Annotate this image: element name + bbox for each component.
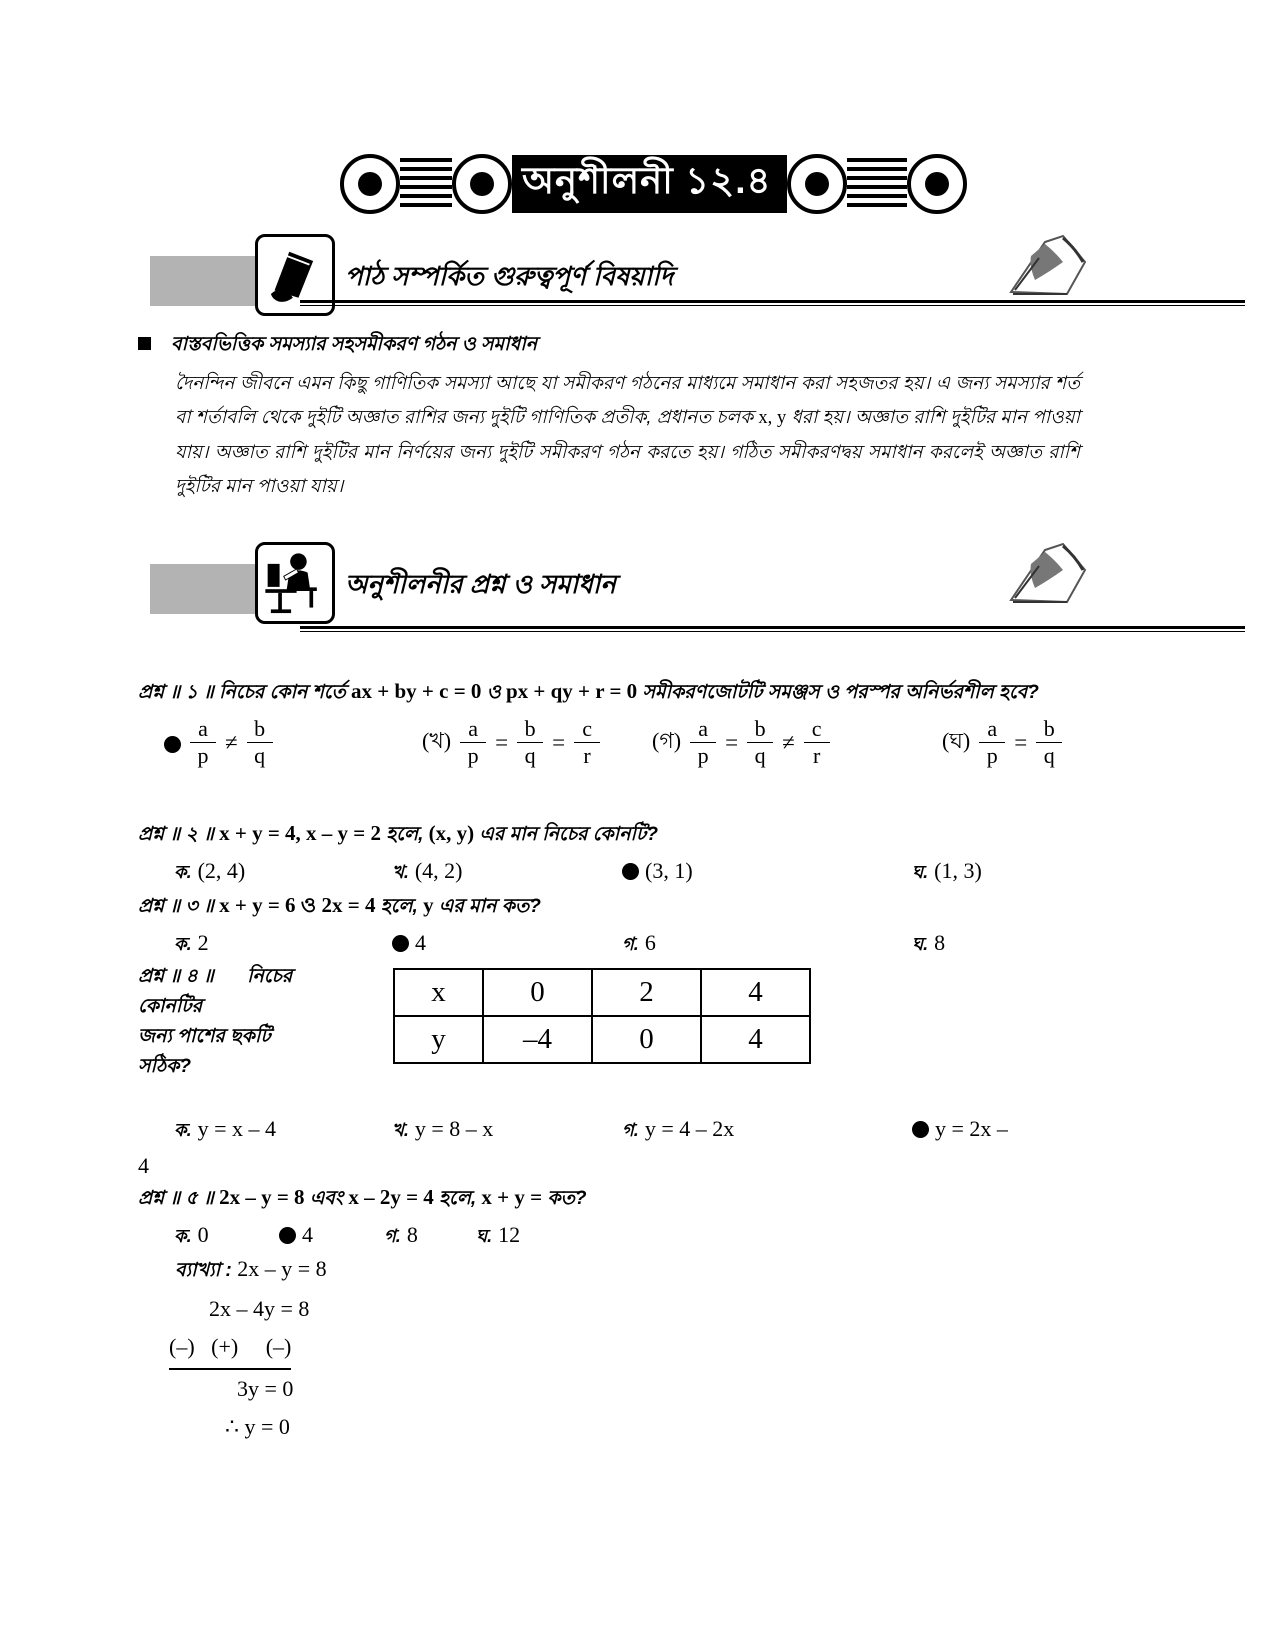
option-label: খ.: [392, 862, 409, 882]
explanation-equation-2: 2x – 4y = 8: [209, 1296, 310, 1321]
decorative-circle-icon: [787, 154, 847, 214]
square-bullet-icon: [138, 337, 151, 350]
question-1-tag: প্রশ্ন ॥ ১ ॥: [138, 682, 214, 703]
table-cell: 2: [592, 969, 701, 1016]
frac-operator: =: [725, 729, 739, 755]
option-3-a[interactable]: [174, 930, 392, 961]
frac-num: b: [754, 716, 766, 741]
option-label: (খ): [422, 728, 452, 753]
option-value: 6: [644, 930, 656, 955]
option-value-wrap: 4: [138, 1153, 149, 1178]
frac-operator: =: [552, 729, 566, 755]
option-1-a[interactable]: [164, 718, 422, 767]
option-value: (2, 4): [197, 858, 246, 883]
frac-num: b: [524, 716, 536, 741]
frac-den: p: [197, 743, 209, 768]
option-1-d[interactable]: [942, 718, 1062, 767]
question-1-options: [164, 718, 1088, 767]
option-label: ক.: [174, 1226, 192, 1246]
question-2-options: [174, 858, 1088, 889]
question-3: [138, 890, 1088, 961]
question-2-text: [138, 818, 1088, 850]
question-1-equation-a: ax + by + c = 0: [351, 679, 482, 703]
decorative-stripes-right: [847, 158, 907, 210]
question-3-variable: y: [423, 893, 434, 917]
option-value: y = 8 – x: [414, 1116, 494, 1141]
paragraph-sentence-3: ধরা হয়। অজ্ঞাত রাশি দুইটির মান পাওয়া যায়। অজ্ঞাত রাশি দুইটির মান নির্ণয়ের জন্য দুইটি সমীকরণ গঠন করতে হয়। গঠিত সমীকরণদ্বয় সমাধান করলেই অজ্ঞাত রাশি দুইটির মান পাওয়া যায়।: [175, 406, 1081, 496]
decorative-circle-icon: [907, 154, 967, 214]
question-2-part-a: হলে,: [381, 824, 429, 845]
question-5-expression: x + y =: [481, 1185, 543, 1209]
option-3-d[interactable]: [912, 930, 945, 961]
frac-operator: =: [1014, 729, 1028, 755]
frac-operator: =: [495, 729, 509, 755]
topic-paragraph: [175, 366, 1080, 503]
question-1-text: [138, 676, 1088, 708]
question-3-equation: x + y = 6 ও 2x = 4: [219, 893, 376, 917]
question-4-line-4: সঠিক?: [138, 1056, 192, 1077]
coordinate-table: [393, 968, 811, 1064]
option-2-b[interactable]: [392, 858, 622, 889]
option-value: y = x – 4: [197, 1116, 277, 1141]
question-5-options: [174, 1222, 1088, 1253]
option-4-d-wrap: [138, 1153, 1088, 1179]
frac-num: a: [698, 716, 708, 741]
frac-num: c: [582, 716, 592, 741]
frac-den: r: [583, 743, 591, 768]
frac-num: a: [198, 716, 208, 741]
option-5-a[interactable]: [174, 1222, 279, 1253]
option-label: (ঘ): [942, 728, 971, 753]
selected-answer-marker: [392, 935, 409, 952]
question-3-text: [138, 890, 1088, 922]
frac-den: p: [986, 743, 998, 768]
frac-den: q: [254, 743, 266, 768]
question-3-options: [174, 930, 1088, 961]
topic-bullet-text: বাস্তবভিত্তিক সমস্যার সহসমীকরণ গঠন ও সমাধান: [171, 334, 538, 355]
question-4-line-2: কোনটির: [138, 996, 203, 1017]
option-4-b[interactable]: [392, 1116, 622, 1147]
question-2: [138, 818, 1088, 889]
option-value: y = 2x –: [935, 1116, 1008, 1141]
question-4-line-3: জন্য পাশের ছকটি: [138, 1026, 271, 1047]
question-2-pair: (x, y): [428, 821, 475, 845]
option-value: 4: [302, 1222, 313, 1247]
selected-answer-marker: [279, 1227, 296, 1244]
option-1-c[interactable]: [652, 718, 942, 767]
question-2-tag: প্রশ্ন ॥ ২ ॥: [138, 824, 214, 845]
frac-operator: ≠: [225, 729, 238, 755]
option-label: ঘ.: [476, 1226, 493, 1246]
option-5-d[interactable]: [476, 1222, 520, 1253]
writing-hand-icon: [1005, 232, 1095, 300]
question-5-part-b: হলে,: [433, 1188, 482, 1209]
option-2-a[interactable]: [174, 858, 392, 889]
question-5-text: [138, 1182, 1088, 1214]
option-value: y = 4 – 2x: [644, 1116, 735, 1141]
explanation-equation-3: 3y = 0: [237, 1376, 294, 1401]
question-1-part-a: নিচের কোন শর্তে: [219, 682, 352, 703]
question-2-part-b: এর মান নিচের কোনটি?: [474, 824, 658, 845]
option-value: 0: [197, 1222, 209, 1247]
option-value: (3, 1): [645, 858, 693, 883]
section-header-questions: [150, 556, 1095, 618]
question-4-tag: প্রশ্ন ॥ ৪ ॥: [138, 966, 214, 987]
option-4-d[interactable]: [912, 1116, 1008, 1147]
frac-den: p: [697, 743, 709, 768]
frac-num: a: [987, 716, 998, 741]
option-2-d[interactable]: [912, 858, 982, 889]
explanation-result: ∴ y = 0: [225, 1414, 290, 1439]
table-cell: 4: [701, 969, 810, 1016]
selected-answer-marker: [622, 863, 639, 880]
question-4-options: [174, 1116, 1088, 1147]
table-cell: x: [394, 969, 483, 1016]
frac-num: a: [468, 716, 478, 741]
option-label: ঘ.: [912, 934, 929, 954]
frac-den: r: [813, 743, 821, 768]
table-row-y: [394, 1016, 810, 1063]
option-3-c[interactable]: [622, 930, 912, 961]
question-4: [138, 962, 398, 1082]
table-cell: 4: [701, 1016, 810, 1063]
frac-num: b: [1043, 716, 1055, 741]
topic-bullet-row: [138, 330, 1088, 362]
option-label: ক.: [174, 862, 192, 882]
explanation-block: [169, 1250, 327, 1446]
frac-den: q: [754, 743, 766, 768]
question-4-options-block: [138, 1110, 1088, 1179]
question-4-text: [138, 962, 398, 1082]
decorative-circle-icon: [340, 154, 400, 214]
option-5-b[interactable]: [279, 1222, 384, 1253]
option-value: 12: [498, 1222, 521, 1247]
option-1-b[interactable]: [422, 718, 652, 767]
option-label: ক.: [174, 934, 192, 954]
question-3-tag: প্রশ্ন ॥ ৩ ॥: [138, 896, 214, 917]
question-3-part-b: এর মান কত?: [433, 896, 541, 917]
section-title: অনুশীলনীর প্রশ্ন ও সমাধান: [345, 569, 616, 599]
section-title: পাঠ সম্পর্কিত গুরুত্বপূর্ণ বিষয়াদি: [345, 261, 674, 291]
option-label: খ.: [392, 1120, 409, 1140]
frac-den: q: [524, 743, 536, 768]
option-4-a[interactable]: [174, 1116, 392, 1147]
option-2-c[interactable]: [622, 858, 912, 889]
frac-num: c: [811, 716, 822, 741]
question-5-equation-2: x – 2y = 4: [348, 1185, 434, 1209]
paragraph-variables: x, y: [758, 408, 787, 428]
option-value: (4, 2): [414, 858, 463, 883]
option-label: ঘ.: [912, 862, 929, 882]
question-1: [138, 676, 1088, 767]
frac-den: p: [467, 743, 479, 768]
option-value: 8: [406, 1222, 418, 1247]
paragraph-sentence-1: দৈনন্দিন জীবনে এমন কিছু গাণিতিক সমস্যা আছে যা সমীকরণ গঠনের মাধ্যমে সমাধান করা সহজতর হয়।: [175, 372, 931, 393]
paragraph-sentence-2: এ জন্য সমস্যার শর্ত বা শর্তাবলি থেকে দুইটি অজ্ঞাত রাশির জন্য দুইটি গাণিতিক প্রতীক, প্রধানত চলক: [175, 372, 1081, 427]
selected-answer-marker: [912, 1121, 929, 1138]
option-label: গ.: [622, 934, 639, 954]
question-1-part-b: ও: [481, 682, 506, 703]
option-value: 4: [415, 930, 426, 955]
table-cell: –4: [483, 1016, 592, 1063]
explanation-signs: (–) (+) (–): [169, 1328, 291, 1370]
table-cell: 0: [592, 1016, 701, 1063]
frac-operator: ≠: [782, 729, 795, 755]
question-2-equation: x + y = 4, x – y = 2: [219, 821, 382, 845]
explanation-equation-1: 2x – y = 8: [237, 1256, 327, 1281]
option-5-c[interactable]: [384, 1222, 476, 1253]
option-4-c[interactable]: [622, 1116, 912, 1147]
option-label: ক.: [174, 1120, 192, 1140]
selected-answer-marker: [164, 736, 181, 753]
question-5: [138, 1182, 1088, 1253]
explanation-label: ব্যাখ্যা :: [175, 1260, 232, 1281]
explanation-signs-row: [169, 1328, 327, 1370]
exercise-title-banner: [340, 155, 967, 213]
student-desk-icon: [255, 542, 335, 624]
option-3-b[interactable]: [392, 930, 622, 961]
option-value: (1, 3): [934, 858, 982, 883]
question-4-line-1: নিচের: [247, 966, 293, 987]
question-5-tag: প্রশ্ন ॥ ৫ ॥: [138, 1188, 214, 1209]
option-value: 8: [934, 930, 946, 955]
question-1-equation-b: px + qy + r = 0: [505, 679, 638, 703]
frac-den: q: [1043, 743, 1055, 768]
option-label: গ.: [622, 1120, 639, 1140]
page-title: অনুশীলনী ১২.৪: [512, 155, 787, 213]
option-value: 2: [197, 930, 209, 955]
decorative-stripes-left: [400, 158, 452, 210]
section-header-topics: [150, 248, 1095, 310]
table-cell: 0: [483, 969, 592, 1016]
question-5-equation-1: 2x – y = 8: [219, 1185, 305, 1209]
frac-num: b: [254, 716, 266, 741]
table-cell: y: [394, 1016, 483, 1063]
question-1-part-c: সমীকরণজোটটি সমঞ্জস ও পরস্পর অনির্ভরশীল হবে?: [637, 682, 1039, 703]
table-row-x: [394, 969, 810, 1016]
option-label: (গ): [652, 728, 682, 753]
explanation-line-1: [175, 1250, 327, 1290]
decorative-circle-icon: [452, 154, 512, 214]
option-label: গ.: [384, 1226, 401, 1246]
question-3-part-a: হলে,: [375, 896, 424, 917]
writing-hand-icon: [1005, 540, 1095, 608]
question-5-part-a: এবং: [304, 1188, 349, 1209]
question-5-part-c: কত?: [542, 1188, 587, 1209]
